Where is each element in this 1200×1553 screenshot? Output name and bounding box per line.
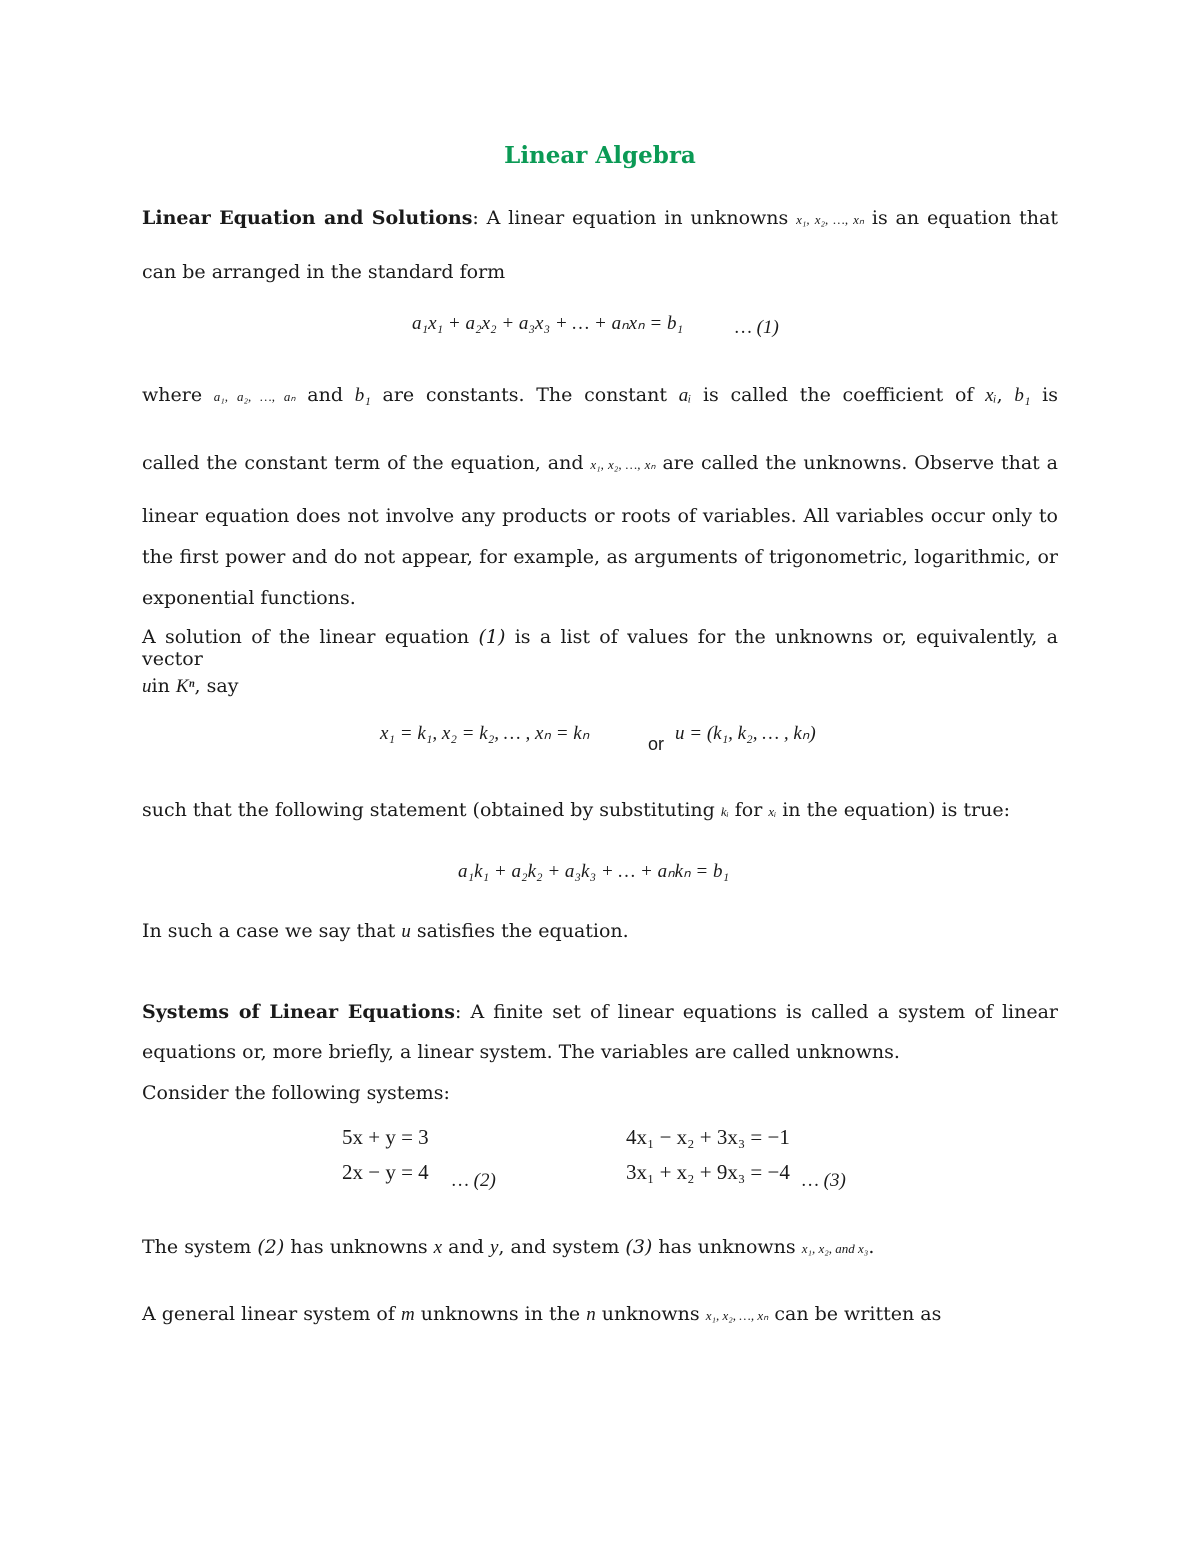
ref-system-3: (3) xyxy=(625,1236,653,1258)
system-3-unknowns-math: x₁, x₂, and x₃ xyxy=(801,1241,869,1256)
vector-line xyxy=(142,675,238,698)
constant-term-text: called the constant term of the equation, and xyxy=(142,452,584,474)
paragraph-substituting xyxy=(142,799,1010,821)
unknowns-text-d: has unknowns xyxy=(658,1236,796,1258)
general-text-b: unknowns in the xyxy=(420,1303,581,1325)
section-heading-systems: Systems of Linear Equations xyxy=(142,1001,455,1023)
unknowns-text-b: has unknowns xyxy=(290,1236,428,1258)
general-text-a: A general linear system of xyxy=(142,1303,395,1325)
equation-1-label: … (1) xyxy=(735,317,779,338)
and-word: and xyxy=(307,384,343,406)
paragraph-where-constants xyxy=(142,384,1058,407)
system-2-eq-2: 2x − y = 4 xyxy=(342,1160,429,1184)
var-n: n xyxy=(586,1304,596,1325)
ai-math: aᵢ xyxy=(678,385,692,406)
paragraph-linear-equation-intro xyxy=(142,207,1058,229)
u-var-2: u xyxy=(401,921,411,942)
substituting-text-b: in the equation) is true: xyxy=(782,799,1011,821)
kn-math: Kⁿ xyxy=(175,676,195,697)
are-constants-text: are constants. The constant xyxy=(382,384,668,406)
coefficients-math: a₁, a₂, …, aₙ xyxy=(213,389,296,404)
exponential-line: exponential functions. xyxy=(142,587,356,609)
solution-vector: u = (k₁, k₂, … , kₙ) xyxy=(675,723,816,744)
solution-text-a: A solution of the linear equation xyxy=(142,626,470,648)
ref-system-2: (2) xyxy=(257,1236,285,1258)
var-y: y xyxy=(489,1237,499,1258)
for-word: for xyxy=(734,799,763,821)
coefficient-of-text: is called the coefficient of xyxy=(702,384,974,406)
satisfies-text-b: satisfies the equation. xyxy=(416,920,629,942)
is-word: is xyxy=(1042,384,1058,406)
satisfies-text-a: In such a case we say that xyxy=(142,920,396,942)
consider-text: Consider the following systems: xyxy=(142,1082,450,1104)
paragraph-general-system xyxy=(142,1303,941,1326)
system-2-eq-1: 5x + y = 3 xyxy=(342,1125,429,1149)
in-word: in xyxy=(151,675,170,697)
system-2-label: … (2) xyxy=(452,1170,496,1191)
substituting-text-a: such that the following statement (obtained by substituting xyxy=(142,799,715,821)
var-m: m xyxy=(400,1304,415,1325)
u-var: u xyxy=(142,676,152,697)
xi-math: xᵢ xyxy=(985,385,997,406)
comma: , xyxy=(996,384,1003,406)
paragraph-constant-term xyxy=(142,452,1058,474)
or-word: or xyxy=(648,734,665,754)
standard-form-text: can be arranged in the standard form xyxy=(142,261,506,283)
products-line: linear equation does not involve any products or roots of variables. All variables occur only to xyxy=(142,505,1058,527)
unknowns-text-c: , and system xyxy=(498,1236,620,1258)
unknowns-text-a: The system xyxy=(142,1236,252,1258)
b1-math-2: b₁ xyxy=(1014,385,1031,406)
intro-text-a: : A linear equation in unknowns xyxy=(472,207,789,229)
paragraph-solution xyxy=(142,626,1058,670)
first-power-line: the first power and do not appear, for example, as arguments of trigonometric, logarithmic, or xyxy=(142,546,1058,568)
paragraph-system-unknowns xyxy=(142,1236,874,1259)
general-text-d: can be written as xyxy=(774,1303,942,1325)
b1-math: b₁ xyxy=(354,385,371,406)
paragraph-systems xyxy=(142,1001,1058,1023)
are-called-unknowns-text: are called the unknowns. Observe that a xyxy=(662,452,1059,474)
equation-1: a₁x₁ + a₂x₂ + a₃x₃ + … + aₙxₙ = b₁ xyxy=(412,313,684,334)
period: . xyxy=(868,1236,875,1258)
ref-equation-1: (1) xyxy=(478,626,506,648)
systems-text-2: equations or, more briefly, a linear system. The variables are called unknowns. xyxy=(142,1041,900,1063)
unknowns-math: x₁, x₂, …, xₙ xyxy=(796,212,865,227)
system-3-eq-2: 3x₁ + x₂ + 9x₃ = −4 xyxy=(626,1160,790,1184)
page-title: Linear Algebra xyxy=(504,142,696,169)
system-3-label: … (3) xyxy=(802,1170,846,1191)
solution-values: x₁ = k₁, x₂ = k₂, … , xₙ = kₙ xyxy=(380,723,590,744)
where-word: where xyxy=(142,384,203,406)
unknowns-math-2: x₁, x₂, …, xₙ xyxy=(590,457,656,472)
system-3-eq-1: 4x₁ − x₂ + 3x₃ = −1 xyxy=(626,1125,790,1149)
say-word: , say xyxy=(194,675,239,697)
intro-text-b: is an equation that xyxy=(871,207,1058,229)
general-text-c: unknowns xyxy=(601,1303,700,1325)
xi-math-2: xᵢ xyxy=(768,804,777,819)
and-word-2: and xyxy=(448,1236,484,1258)
solution-text-b: is a list of values for the unknowns or, equivalently, a vector xyxy=(142,626,1058,670)
general-unknowns-math: x₁, x₂, …, xₙ xyxy=(705,1308,769,1323)
paragraph-satisfies xyxy=(142,920,629,943)
var-x: x xyxy=(433,1237,443,1258)
systems-text-1: : A finite set of linear equations is called a system of linear xyxy=(454,1001,1058,1023)
ki-math: kᵢ xyxy=(720,804,729,819)
equation-2: a₁k₁ + a₂k₂ + a₃k₃ + … + aₙkₙ = b₁ xyxy=(458,861,730,882)
section-heading-linear-equation: Linear Equation and Solutions xyxy=(142,207,473,229)
